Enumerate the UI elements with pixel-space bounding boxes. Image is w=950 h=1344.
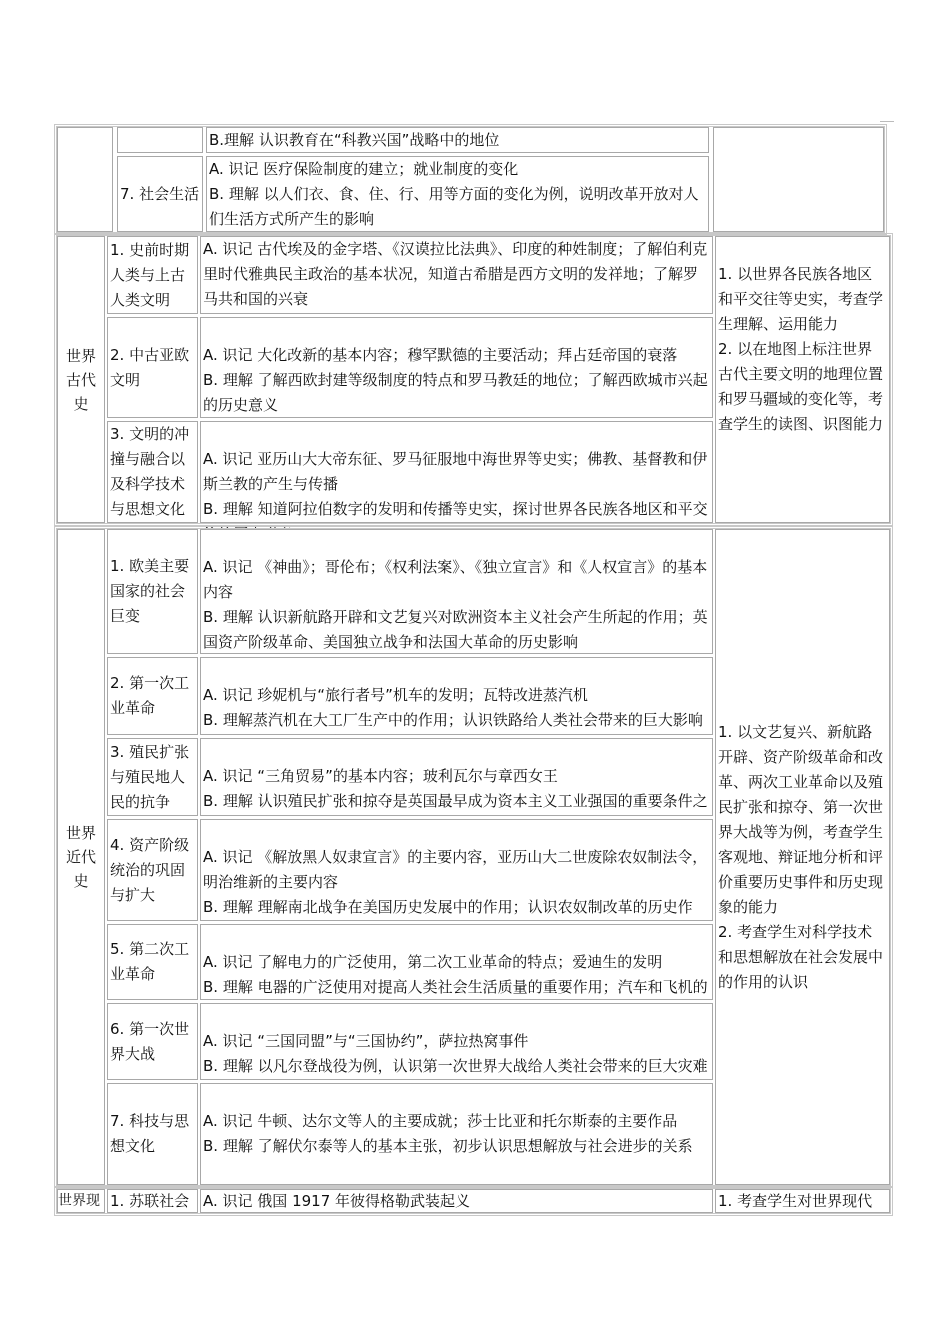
topic-cell-medieval: 2. 中古亚欧文明 bbox=[107, 317, 198, 418]
era-cell-ancient: 世界古代史 bbox=[57, 236, 105, 523]
topic-cell-prehistory: 1. 史前时期人类与上古人类文明 bbox=[107, 236, 198, 314]
objective-cell-contemporary: 1. 考查学生对世界现代 bbox=[715, 1189, 890, 1213]
content-cell-prehistory: A. 识记 古代埃及的金字塔、《汉谟拉比法典》、印度的种姓制度；了解伯利克里时代雅典民主政治的基本状况，知道古希腊是西方文明的发祥地；了解罗马共和国的兴衰 bbox=[200, 236, 713, 314]
era-cell-empty bbox=[57, 127, 113, 232]
objective-cell-modern: 1. 以文艺复兴、新航路开辟、资产阶级革命和改革、两次工业革命以及殖民扩张和掠夺、第一次世界大战等为例，考查学生客观地、辩证地分析和评价重要历史事件和历史现象的能力 2. 考查学生对科学技术和思想解放在社会发展中的作用的认识 bbox=[715, 529, 890, 1185]
content-cell-education: B.理解 认识教育在“科教兴国”战略中的地位 bbox=[206, 127, 709, 153]
table-block-modern bbox=[57, 529, 890, 1185]
content-cell-bourgeois-rule: A. 识记 《解放黑人奴隶宣言》的主要内容，亚历山大二世废除农奴制法令，明治维新的主要内容 B. 理解 理解南北战争在美国历史发展中的作用；认识农奴制改革的历史作 bbox=[200, 819, 713, 921]
topic-cell-civilization-clash: 3. 文明的冲撞与融合以及科学技术与思想文化 bbox=[107, 421, 198, 523]
topic-cell-colonial-expansion: 3. 殖民扩张与殖民地人民的抗争 bbox=[107, 738, 198, 816]
table-block-continuation bbox=[57, 127, 884, 232]
content-cell-medieval: A. 识记 大化改新的基本内容；穆罕默德的主要活动；拜占廷帝国的衰落 B. 理解 了解西欧封建等级制度的特点和罗马教廷的地位；了解西欧城市兴起的历史意义 bbox=[200, 317, 713, 418]
content-cell-colonial-expansion: A. 识记 “三角贸易”的基本内容；玻利瓦尔与章西女王 B. 理解 认识殖民扩张和掠夺是英国最早成为资本主义工业强国的重要条件之 bbox=[200, 738, 713, 816]
topic-cell-social-life: 7. 社会生活 bbox=[117, 156, 203, 232]
content-cell-world-war-one: A. 识记 “三国同盟”与“三国协约”，萨拉热窝事件 B. 理解 以凡尔登战役为例，认识第一次世界大战给人类社会带来的巨大灾难 bbox=[200, 1003, 713, 1080]
table-block-contemporary bbox=[57, 1189, 890, 1213]
content-cell-civilization-clash: A. 识记 亚历山大大帝东征、罗马征服地中海世界等史实；佛教、基督教和伊斯兰教的产生与传播 B. 理解 知道阿拉伯数字的发明和传播等史实，探讨世界各民族各地区和平交 bbox=[200, 421, 713, 523]
content-cell-science-culture: A. 识记 牛顿、达尔文等人的主要成就；莎士比亚和托尔斯泰的主要作品 B. 理解 了解伏尔泰等人的基本主张，初步认识思想解放与社会进步的关系 bbox=[200, 1083, 713, 1185]
content-cell-second-industrial-revolution: A. 识记 了解电力的广泛使用，第二次工业革命的特点；爱迪生的发明 B. 理解 电器的广泛使用对提高人类社会生活质量的重要作用；汽车和飞机的 bbox=[200, 924, 713, 1000]
content-cell-soviet: A. 识记 俄国 1917 年彼得格勒武装起义 bbox=[200, 1189, 713, 1213]
era-cell-contemporary: 世界现 bbox=[57, 1189, 105, 1213]
topic-cell-empty bbox=[117, 127, 203, 153]
topic-cell-social-upheaval: 1. 欧美主要国家的社会巨变 bbox=[107, 529, 198, 654]
era-cell-modern: 世界近代史 bbox=[57, 529, 105, 1185]
topic-cell-bourgeois-rule: 4. 资产阶级统治的巩固与扩大 bbox=[107, 819, 198, 921]
topic-cell-science-culture: 7. 科技与思想文化 bbox=[107, 1083, 198, 1185]
corner-mark bbox=[880, 121, 894, 122]
topic-cell-first-industrial-revolution: 2. 第一次工业革命 bbox=[107, 657, 198, 735]
table-block-ancient bbox=[57, 236, 890, 523]
content-cell-social-upheaval: A. 识记 《神曲》；哥伦布；《权利法案》、《独立宣言》和《人权宣言》的基本内容 B. 理解 认识新航路开辟和文艺复兴对欧洲资本主义社会产生所起的作用；英国资产阶级革命、美国独立战争和法国大革命的历史影响 bbox=[200, 529, 713, 654]
topic-cell-second-industrial-revolution: 5. 第二次工业革命 bbox=[107, 924, 198, 1000]
topic-cell-world-war-one: 6. 第一次世界大战 bbox=[107, 1003, 198, 1080]
content-cell-first-industrial-revolution: A. 识记 珍妮机与“旅行者号”机车的发明；瓦特改进蒸汽机 B. 理解蒸汽机在大工厂生产中的作用；认识铁路给人类社会带来的巨大影响 bbox=[200, 657, 713, 735]
objective-cell-empty bbox=[713, 127, 884, 232]
content-cell-social-life: A. 识记 医疗保险制度的建立；就业制度的变化 B. 理解 以人们衣、食、住、行、用等方面的变化为例，说明改革开放对人们生活方式所产生的影响 bbox=[206, 156, 709, 232]
objective-cell-ancient: 1. 以世界各民族各地区和平交往等史实，考查学生理解、运用能力 2. 以在地图上标注世界古代主要文明的地理位置和罗马疆域的变化等，考查学生的读图、识图能力 bbox=[715, 236, 890, 523]
topic-cell-soviet: 1. 苏联社会 bbox=[107, 1189, 198, 1213]
